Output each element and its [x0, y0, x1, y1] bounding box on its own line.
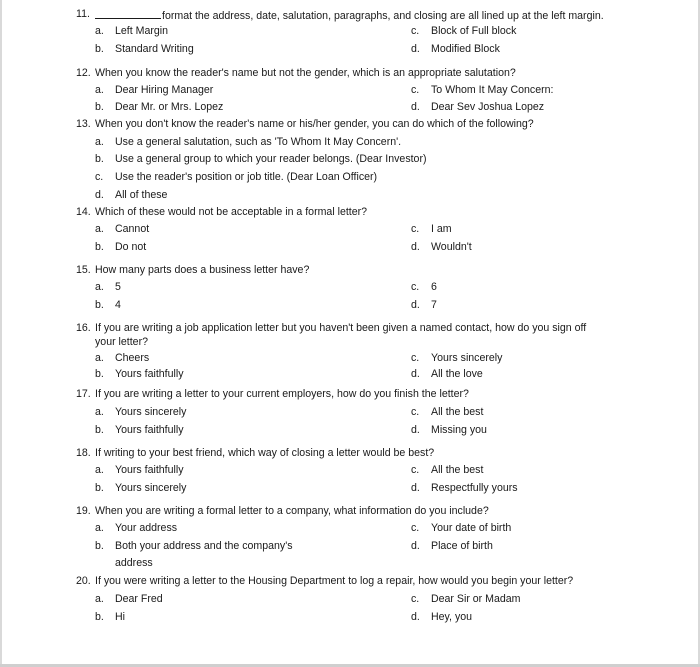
option-text: Use a general salutation, such as 'To Whom It May Concern'.	[115, 136, 402, 148]
option-text: I am	[431, 223, 452, 235]
question-number: 19.	[76, 505, 91, 517]
option-letter: c.	[95, 171, 104, 183]
option-letter: a.	[95, 281, 104, 293]
question-number: 14.	[76, 206, 91, 218]
option-letter: a.	[95, 522, 104, 534]
option-letter: b.	[95, 153, 104, 165]
option-text: Yours faithfully	[115, 464, 184, 476]
option-text: To Whom It May Concern:	[431, 84, 554, 96]
question-number: 18.	[76, 447, 91, 459]
option-letter: a.	[95, 352, 104, 364]
option-letter: b.	[95, 540, 104, 552]
option-text: 6	[431, 281, 437, 293]
option-letter: d.	[411, 368, 420, 380]
option-text: Yours sincerely	[431, 352, 503, 364]
option-text: Place of birth	[431, 540, 493, 552]
option-text: Both your address and the company's	[115, 540, 293, 552]
option-text: Dear Fred	[115, 593, 163, 605]
option-letter: d.	[411, 101, 420, 113]
answer-blank	[95, 8, 161, 19]
option-letter: b.	[95, 368, 104, 380]
option-letter: d.	[411, 43, 420, 55]
option-letter: a.	[95, 464, 104, 476]
option-letter: c.	[411, 223, 420, 235]
option-text: Yours sincerely	[115, 406, 187, 418]
option-letter: d.	[411, 611, 420, 623]
option-text: Cheers	[115, 352, 150, 364]
option-text: 5	[115, 281, 121, 293]
option-text: Yours sincerely	[115, 482, 187, 494]
option-letter: c.	[411, 84, 420, 96]
option-text: Dear Sir or Madam	[431, 593, 521, 605]
question-number: 15.	[76, 264, 91, 276]
question-text: If you were writing a letter to the Housing Department to log a repair, how would you begin your letter?	[95, 575, 574, 587]
question-number: 11.	[76, 8, 90, 20]
question-text: When you don't know the reader's name or his/her gender, you can do which of the following?	[95, 118, 534, 130]
option-letter: c.	[411, 406, 420, 418]
option-text: Block of Full block	[431, 25, 517, 37]
question-text-continued: your letter?	[95, 336, 148, 348]
option-text: Modified Block	[431, 43, 500, 55]
question-number: 17.	[76, 388, 91, 400]
option-text: Missing you	[431, 424, 487, 436]
option-text: 7	[431, 299, 437, 311]
option-text: Yours faithfully	[115, 424, 184, 436]
option-letter: d.	[411, 482, 420, 494]
page-left-edge	[0, 0, 2, 667]
option-letter: d.	[411, 540, 420, 552]
question-number: 16.	[76, 322, 91, 334]
option-letter: b.	[95, 101, 104, 113]
question-text-content: format the address, date, salutation, paragraphs, and closing are all lined up at the left margin.	[162, 10, 604, 22]
option-text: Dear Hiring Manager	[115, 84, 214, 96]
option-text: Cannot	[115, 223, 150, 235]
option-letter: c.	[411, 25, 420, 37]
option-letter: c.	[411, 522, 420, 534]
question-text: If you are writing a job application letter but you haven't been given a named contact, how do you sign off	[95, 322, 587, 334]
option-letter: a.	[95, 84, 104, 96]
option-letter: d.	[95, 189, 104, 201]
option-letter: a.	[95, 25, 104, 37]
question-text: If writing to your best friend, which way of closing a letter would be best?	[95, 447, 435, 459]
question-number: 13.	[76, 118, 91, 130]
option-letter: d.	[411, 241, 420, 253]
option-letter: b.	[95, 299, 104, 311]
question-text: When you know the reader's name but not the gender, which is an appropriate salutation?	[95, 67, 516, 79]
option-letter: a.	[95, 406, 104, 418]
option-text: Dear Mr. or Mrs. Lopez	[115, 101, 224, 113]
question-number: 20.	[76, 575, 91, 587]
option-text: 4	[115, 299, 121, 311]
option-letter: c.	[411, 281, 420, 293]
option-text: Wouldn't	[431, 241, 472, 253]
option-text: Hey, you	[431, 611, 473, 623]
option-text: Hi	[115, 611, 126, 623]
option-letter: a.	[95, 223, 104, 235]
question-number: 12.	[76, 67, 91, 79]
option-text: All of these	[115, 189, 168, 201]
option-letter: d.	[411, 299, 420, 311]
question-text: If you are writing a letter to your current employers, how do you finish the letter?	[95, 388, 469, 400]
option-text: All the best	[431, 464, 484, 476]
option-letter: b.	[95, 241, 104, 253]
option-text: Your address	[115, 522, 178, 534]
option-letter: b.	[95, 424, 104, 436]
option-text: Dear Sev Joshua Lopez	[431, 101, 545, 113]
option-text-continued: address	[115, 557, 153, 569]
option-text: Yours faithfully	[115, 368, 184, 380]
option-text: Use a general group to which your reader belongs. (Dear Investor)	[115, 153, 427, 165]
option-text: All the best	[431, 406, 484, 418]
option-text: Your date of birth	[431, 522, 512, 534]
question-text: How many parts does a business letter have?	[95, 264, 310, 276]
question-text: When you are writing a formal letter to a company, what information do you include?	[95, 505, 489, 517]
option-letter: d.	[411, 424, 420, 436]
option-letter: c.	[411, 464, 420, 476]
option-letter: a.	[95, 593, 104, 605]
option-letter: b.	[95, 611, 104, 623]
option-text: Use the reader's position or job title. (Dear Loan Officer)	[115, 171, 378, 183]
option-letter: b.	[95, 43, 104, 55]
option-text: All the love	[431, 368, 483, 380]
question-text	[95, 8, 604, 23]
option-letter: c.	[411, 352, 420, 364]
option-letter: c.	[411, 593, 420, 605]
option-text: Left Margin	[115, 25, 168, 37]
option-text: Standard Writing	[115, 43, 194, 55]
option-text: Do not	[115, 241, 147, 253]
option-text: Respectfully yours	[431, 482, 518, 494]
option-letter: a.	[95, 136, 104, 148]
question-text: Which of these would not be acceptable in a formal letter?	[95, 206, 368, 218]
option-letter: b.	[95, 482, 104, 494]
